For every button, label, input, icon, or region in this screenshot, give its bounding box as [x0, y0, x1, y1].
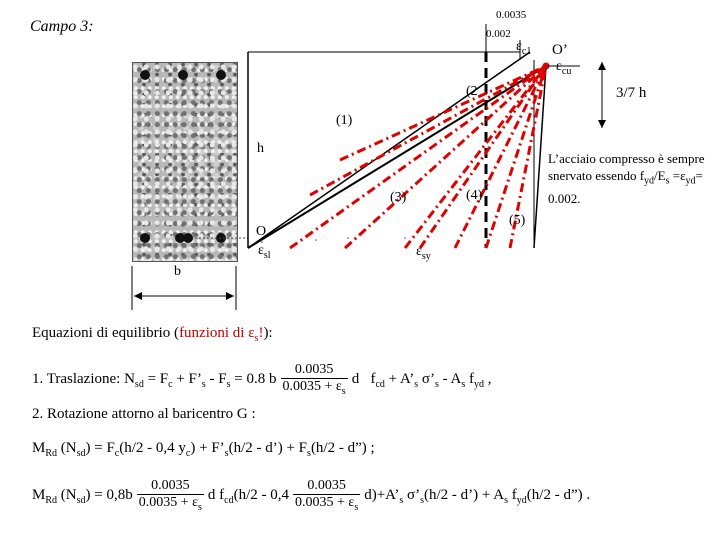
- rebar-bottom-left: [140, 233, 150, 243]
- label-region-5: (5): [509, 213, 526, 228]
- label-b: b: [174, 264, 181, 279]
- label-esl: $\varepsilon_{sl}$: [258, 243, 271, 261]
- rebar-top-right: [216, 70, 226, 80]
- rebar-top-mid: [178, 70, 188, 80]
- red-strain-fan: [290, 66, 546, 248]
- steel-note: L’acciaio compresso è sempre snervato essendo $f_{yd}/E_s =\varepsilon_{yd}= 0.002$.: [548, 151, 705, 206]
- rebar-bottom-mid-right: [183, 233, 193, 243]
- label-ecu: $\varepsilon_{cu}$: [556, 59, 572, 77]
- label-region-3: (3): [390, 190, 407, 205]
- equations-heading: Equazioni di equilibrio (funzioni di $\varepsilon_s$!):: [32, 325, 273, 344]
- page-title: Campo 3:: [30, 18, 94, 35]
- label-region-4: (4): [466, 188, 483, 203]
- label-h: h: [257, 141, 264, 156]
- label-o: O: [256, 224, 267, 239]
- label-region-1: (1): [336, 113, 353, 128]
- label-0002: 0.002: [486, 28, 511, 40]
- label-ec1: $\varepsilon_{c1}$: [516, 39, 532, 57]
- equation-translation: 1. Traslazione: $N_{sd} = F_c$ + $F’_s - F_s = 0.8$ b $\frac{0.0035}{0.0035 + \varepsilon_s}$ d $f_{cd}$ + $A’_s$ $\sigma’_s - A_s$ $f_{yd}$ ,: [32, 362, 492, 397]
- equation-rotation-title: 2. Rotazione attorno al baricentro G :: [32, 406, 256, 422]
- equation-moment-general: $M_{Rd}$ $(N_{sd}) = F_c(h/2 - 0,4$ $y_c$) + $F’_s(h/2$ - d’) + $F_s(h/2$ - d”) ;: [32, 440, 375, 459]
- label-o-prime: O’: [552, 42, 568, 58]
- baseline-dots: [261, 237, 406, 243]
- equation-moment-expanded: $M_{Rd}$ $(N_{sd}) = 0,8b$ $\frac{0.0035}{0.0035 + \varepsilon_s}$ d $f_{cd}(h/2 - 0,4$ $\frac{0.0035}{0.0035 + \varepsilon_s}$ $d)+A’_s$ $\sigma’_s(h/2$ - d’) + $A_s$ $f_{yd}(h/2$ - d”) .: [32, 478, 591, 513]
- label-0035: 0.0035: [496, 9, 527, 21]
- label-region-2: (2: [466, 84, 478, 99]
- label-three-seven-h: 3/7 h: [616, 85, 647, 101]
- fraction: $\frac{0.0035}{0.0035 + \varepsilon_s}$: [282, 362, 346, 397]
- label-esy: $\varepsilon_{sy}$: [416, 244, 431, 262]
- rebar-top-left: [140, 70, 150, 80]
